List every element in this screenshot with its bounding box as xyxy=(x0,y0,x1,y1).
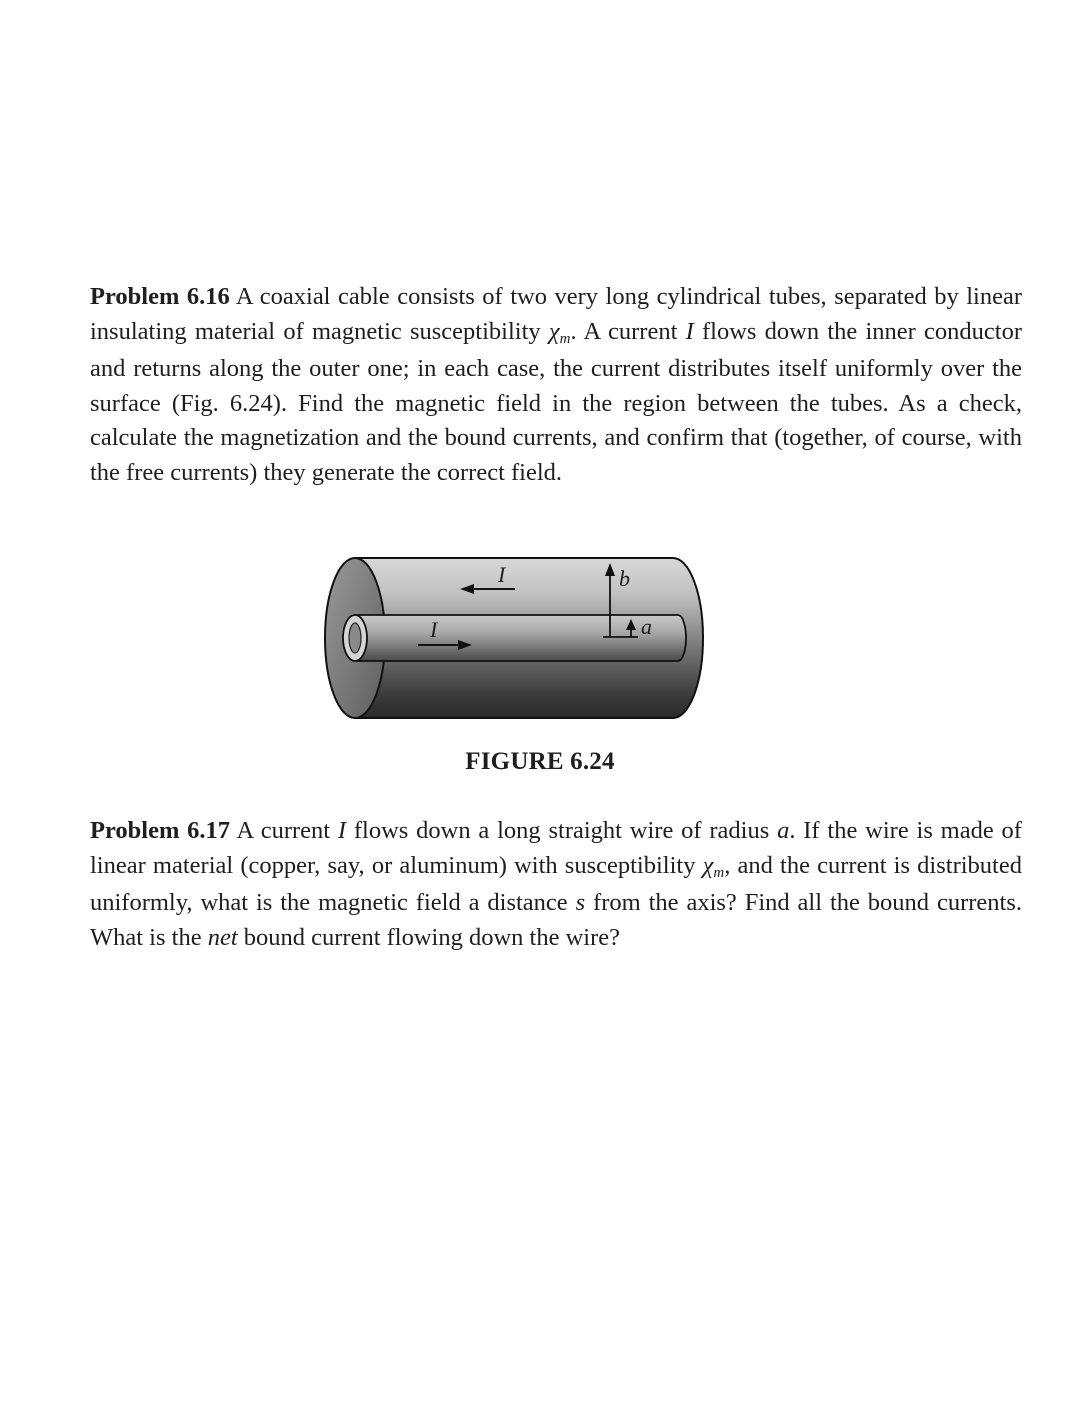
radius-b-label: b xyxy=(619,566,630,591)
problem-6-16-text-3: flows down the inner conductor and returns along the outer one; in each case, the current distributes itself uniformly over the surface (Fig. 6.24). Find the magnetic field in the region between the tubes. As a check, calculate the magnetization and the bound currents, and confirm that (together, of course, with the free currents) they generate the correct field. xyxy=(90,317,1022,486)
coaxial-cable-diagram xyxy=(320,553,710,723)
current-symbol: I xyxy=(685,317,694,345)
inner-tube-bore xyxy=(349,623,361,653)
problem-6-17-text-3: . If the wire is made of linear material (copper, say, or aluminum) with susceptibility xyxy=(90,817,1022,879)
problem-6-17-text-1: A current xyxy=(230,817,338,844)
inner-current-label: I xyxy=(430,617,438,642)
radius-a-label: a xyxy=(641,614,652,639)
problem-6-16-text-1: A coaxial cable consists of two very long cylindrical tubes, separated by linear insulating material of magnetic susceptibility xyxy=(90,283,1022,345)
current-symbol: I xyxy=(337,817,347,844)
radius-symbol: a xyxy=(777,817,790,844)
problem-6-16-heading: Problem 6.16 xyxy=(90,283,230,310)
outer-current-label: I xyxy=(498,562,506,587)
chi-subscript: m xyxy=(559,330,571,347)
chi-subscript: m xyxy=(713,864,725,881)
problem-6-16 xyxy=(90,280,1022,490)
problem-6-17-text-5: from the axis? Find all the bound currents. What is the xyxy=(90,889,1022,951)
distance-symbol: s xyxy=(575,889,586,916)
figure-caption: FIGURE 6.24 xyxy=(465,748,615,775)
problem-6-17-heading: Problem 6.17 xyxy=(90,817,231,844)
problem-6-17-text-4: , and the current is distributed uniformly, what is the magnetic field a distance xyxy=(90,851,1022,916)
problem-6-17-text-2: flows down a long straight wire of radius xyxy=(346,817,778,844)
problem-6-16-text-2: . A current xyxy=(570,317,686,345)
net-emphasis: net xyxy=(207,923,238,951)
inner-tube-body xyxy=(355,615,686,661)
chi-symbol: χ xyxy=(548,317,560,345)
problem-6-17 xyxy=(90,814,1022,955)
chi-symbol: χ xyxy=(702,851,714,879)
problem-6-17-text-6: bound current flowing down the wire? xyxy=(237,923,621,951)
coaxial-cable-figure xyxy=(320,553,710,723)
